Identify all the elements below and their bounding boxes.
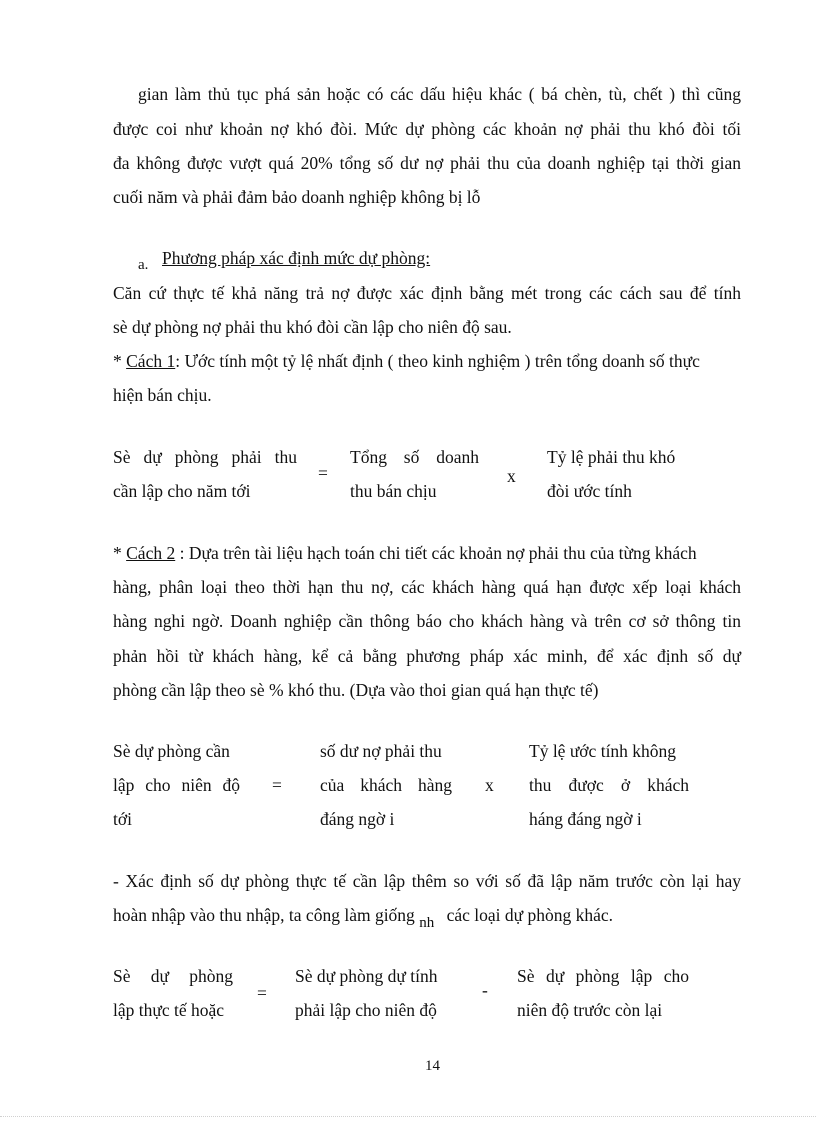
formula2-left-line2: lập cho niên độ [113, 775, 240, 795]
cach1-label: Cách 1 [126, 351, 176, 371]
formula1-mid-line2: thu bán chịu [350, 481, 437, 501]
formula1-equals: = [318, 463, 328, 483]
formula3-equals: = [257, 983, 267, 1003]
formula2-left-line3: tới [113, 809, 132, 829]
formula2-right-line3: háng đáng ngờ i [529, 809, 642, 829]
para1-line1: gian làm thủ tục phá sản hoặc có các dấu hiệu khác ( bá chèn, tù, chết ) thì cũng [138, 84, 741, 104]
cach2-star: * [113, 543, 127, 563]
section-a-heading: Phương pháp xác định mức dự phòng: [162, 248, 431, 268]
cach1-line1 [113, 349, 700, 373]
cach2-line5: phòng cần lập theo sè % khó thu. (Dựa vào thoi gian quá hạn thực tế) [113, 680, 599, 700]
cach2-line3: hàng nghi ngờ. Doanh nghiệp cần thông báo cho khách hàng và trên cơ sở thông tin [113, 611, 741, 631]
cach2-line2: hàng, phân loại theo thời hạn thu nợ, các khách hàng quá hạn được xếp loại khách [113, 577, 741, 597]
formula2-left-line1: Sè dự phòng cần [113, 741, 230, 761]
para1-line4: cuối năm và phải đảm bảo doanh nghiệp không bị lỗ [113, 187, 481, 207]
formula1-left-line1: Sè dự phòng phải thu [113, 447, 297, 467]
page-number: 14 [425, 1058, 440, 1074]
cach1-line2: hiện bán chịu. [113, 385, 212, 405]
formula2-mid-line3: đáng ngờ i [320, 809, 395, 829]
para2-line1: Căn cứ thực tế khả năng trả nợ được xác định bằng mét trong các cách sau để tính [113, 283, 741, 303]
para3-line2-subscript: nh [419, 915, 435, 931]
formula3-mid-line2: phải lập cho niên độ [295, 1000, 437, 1020]
formula1-times: x [507, 466, 516, 486]
formula2-times: x [485, 775, 494, 795]
formula1-left-line2: cần lập cho năm tới [113, 481, 251, 501]
para2-line2: sè dự phòng nợ phải thu khó đòi cần lập cho niên độ sau. [113, 317, 512, 337]
cach1-text: : Ước tính một tỷ lệ nhất định ( theo kinh nghiệm ) trên tổng doanh số thực [175, 351, 700, 371]
para3-line2-part-a: hoàn nhập vào thu nhập, ta công làm giống [113, 905, 415, 925]
formula2-right-line1: Tỷ lệ ước tính không [529, 741, 677, 761]
para3-line1: - Xác định số dự phòng thực tế cần lập thêm so với số đã lập năm trước còn lại hay [113, 871, 741, 891]
para3-line2 [113, 903, 613, 929]
cach1-star: * [113, 351, 127, 371]
cach2-line1 [113, 541, 697, 565]
formula3-mid-line1: Sè dự phòng dự tính [295, 966, 438, 986]
formula3-minus: - [482, 980, 488, 1000]
cach2-label: Cách 2 [126, 543, 176, 563]
formula2-mid-line2: của khách hàng [320, 775, 452, 795]
formula3-left-line1: Sè dự phòng [113, 966, 233, 986]
section-a-marker: a. [138, 257, 149, 273]
formula1-right-line2: đòi ước tính [547, 481, 632, 501]
para1-line3: đa không được vượt quá 20% tổng số dư nợ phải thu của doanh nghiệp tại thời gian [113, 153, 741, 173]
para1-line2: được coi như khoản nợ khó đòi. Mức dự phòng các khoản nợ phải thu khó đòi tối [113, 119, 741, 139]
formula1-mid-line1: Tổng số doanh [350, 447, 479, 467]
formula3-left-line2: lập thực tế hoặc [113, 1000, 225, 1020]
cach2-line4: phản hồi từ khách hàng, kể cả bằng phương pháp xác minh, để xác định số dự [113, 646, 741, 666]
formula3-right-line1: Sè dự phòng lập cho [517, 966, 689, 986]
formula3-right-line2: niên độ trước còn lại [517, 1000, 663, 1020]
para3-line2-part-c: các loại dự phòng khác. [446, 905, 614, 925]
page-bottom-divider [0, 1116, 816, 1117]
cach2-text: : Dựa trên tài liệu hạch toán chi tiết các khoản nợ phải thu của từng khách [175, 543, 697, 563]
formula2-equals: = [272, 775, 282, 795]
formula2-mid-line1: số dư nợ phải thu [320, 741, 442, 761]
formula1-right-line1: Tỷ lệ phải thu khó [547, 447, 676, 467]
formula2-right-line2: thu được ở khách [529, 775, 689, 795]
